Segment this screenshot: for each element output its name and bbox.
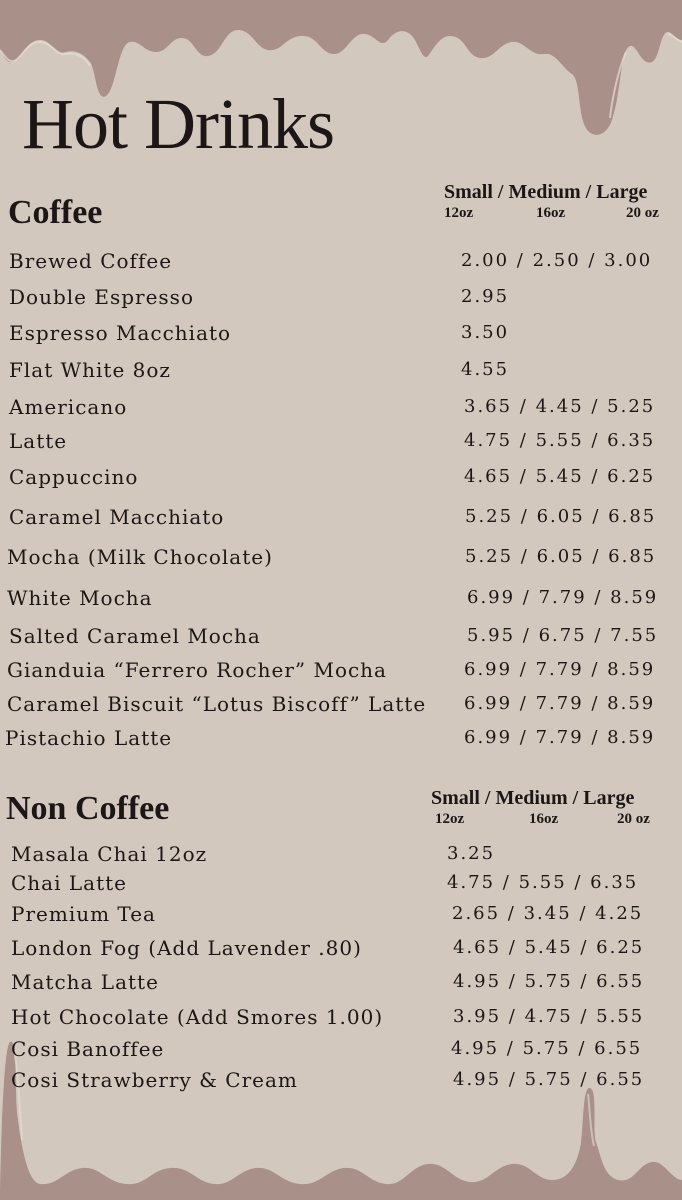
item-price: 3.25 [447,843,496,864]
item-price: 4.55 [461,359,510,380]
menu-item [0,356,682,384]
non-coffee-size-header [431,788,675,827]
item-name: Gianduia “Ferrero Rocher” Mocha [7,658,387,682]
item-price: 4.65 / 5.45 / 6.25 [453,937,645,958]
menu-item [0,247,682,275]
item-name: Hot Chocolate (Add Smores 1.00) [11,1005,384,1029]
size-labels: Small / Medium / Large [444,181,648,203]
size-labels: Small / Medium / Large [431,787,635,809]
oz-small: 12oz [435,811,465,827]
item-name: Brewed Coffee [9,249,173,273]
oz-medium: 16oz [529,811,559,827]
item-price: 5.25 / 6.05 / 6.85 [465,546,657,567]
coffee-heading: Coffee [8,194,103,231]
item-price: 4.95 / 5.75 / 6.55 [453,1069,645,1090]
item-name: Salted Caramel Mocha [9,624,261,648]
item-price: 2.95 [461,286,510,307]
oz-small: 12oz [444,205,474,221]
menu-item [0,1066,682,1094]
menu-item [0,724,682,752]
menu-item [0,869,682,897]
oz-medium: 16oz [536,205,566,221]
item-price: 6.99 / 7.79 / 8.59 [464,659,656,680]
menu-item [0,656,682,684]
item-price: 2.00 / 2.50 / 3.00 [461,250,653,271]
item-price: 3.95 / 4.75 / 5.55 [453,1006,645,1027]
item-price: 3.65 / 4.45 / 5.25 [464,396,656,417]
item-price: 6.99 / 7.79 / 8.59 [464,693,656,714]
item-name: London Fog (Add Lavender .80) [11,936,362,960]
menu-item [0,934,682,962]
oz-labels [444,205,680,221]
item-price: 2.65 / 3.45 / 4.25 [452,903,644,924]
oz-large: 20 oz [617,811,650,827]
non-coffee-heading: Non Coffee [6,790,170,827]
item-name: Flat White 8oz [9,358,171,382]
item-name: Premium Tea [11,902,156,926]
menu-item [0,622,682,650]
oz-large: 20 oz [626,205,659,221]
item-price: 5.95 / 6.75 / 7.55 [467,625,659,646]
coffee-size-header [444,182,680,221]
item-price: 6.99 / 7.79 / 8.59 [464,727,656,748]
item-name: Matcha Latte [11,970,159,994]
menu-item [0,319,682,347]
menu-item [0,503,682,531]
item-name: Latte [9,429,68,453]
menu-item [0,543,682,571]
item-name: Masala Chai 12oz [11,842,208,866]
item-price: 4.75 / 5.55 / 6.35 [464,430,656,451]
item-price: 3.50 [461,322,510,343]
menu-item [0,393,682,421]
item-name: Caramel Macchiato [9,505,225,529]
item-name: Espresso Macchiato [9,321,232,345]
menu-item [0,1035,682,1063]
item-name: Caramel Biscuit “Lotus Biscoff” Latte [7,692,427,716]
item-name: Double Espresso [9,285,194,309]
menu-item [0,463,682,491]
item-name: Mocha (Milk Chocolate) [7,545,273,569]
menu-item [0,900,682,928]
item-price: 6.99 / 7.79 / 8.59 [467,587,659,608]
menu-item [0,1003,682,1031]
item-name: Cosi Banoffee [11,1037,165,1061]
item-price: 4.75 / 5.55 / 6.35 [447,872,639,893]
item-price: 4.95 / 5.75 / 6.55 [453,971,645,992]
item-name: Cappuccino [9,465,139,489]
menu-item [0,968,682,996]
page-title: Hot Drinks [22,84,334,164]
menu-item [0,283,682,311]
menu-item [0,427,682,455]
menu-item [0,840,682,868]
menu-item [0,690,682,718]
menu-item [0,584,682,612]
oz-labels [431,811,675,827]
item-price: 4.65 / 5.45 / 6.25 [464,466,656,487]
item-name: White Mocha [7,586,153,610]
item-price: 5.25 / 6.05 / 6.85 [465,506,657,527]
item-name: Chai Latte [11,871,127,895]
item-price: 4.95 / 5.75 / 6.55 [451,1038,643,1059]
item-name: Americano [9,395,128,419]
item-name: Cosi Strawberry & Cream [11,1068,298,1092]
item-name: Pistachio Latte [5,726,173,750]
